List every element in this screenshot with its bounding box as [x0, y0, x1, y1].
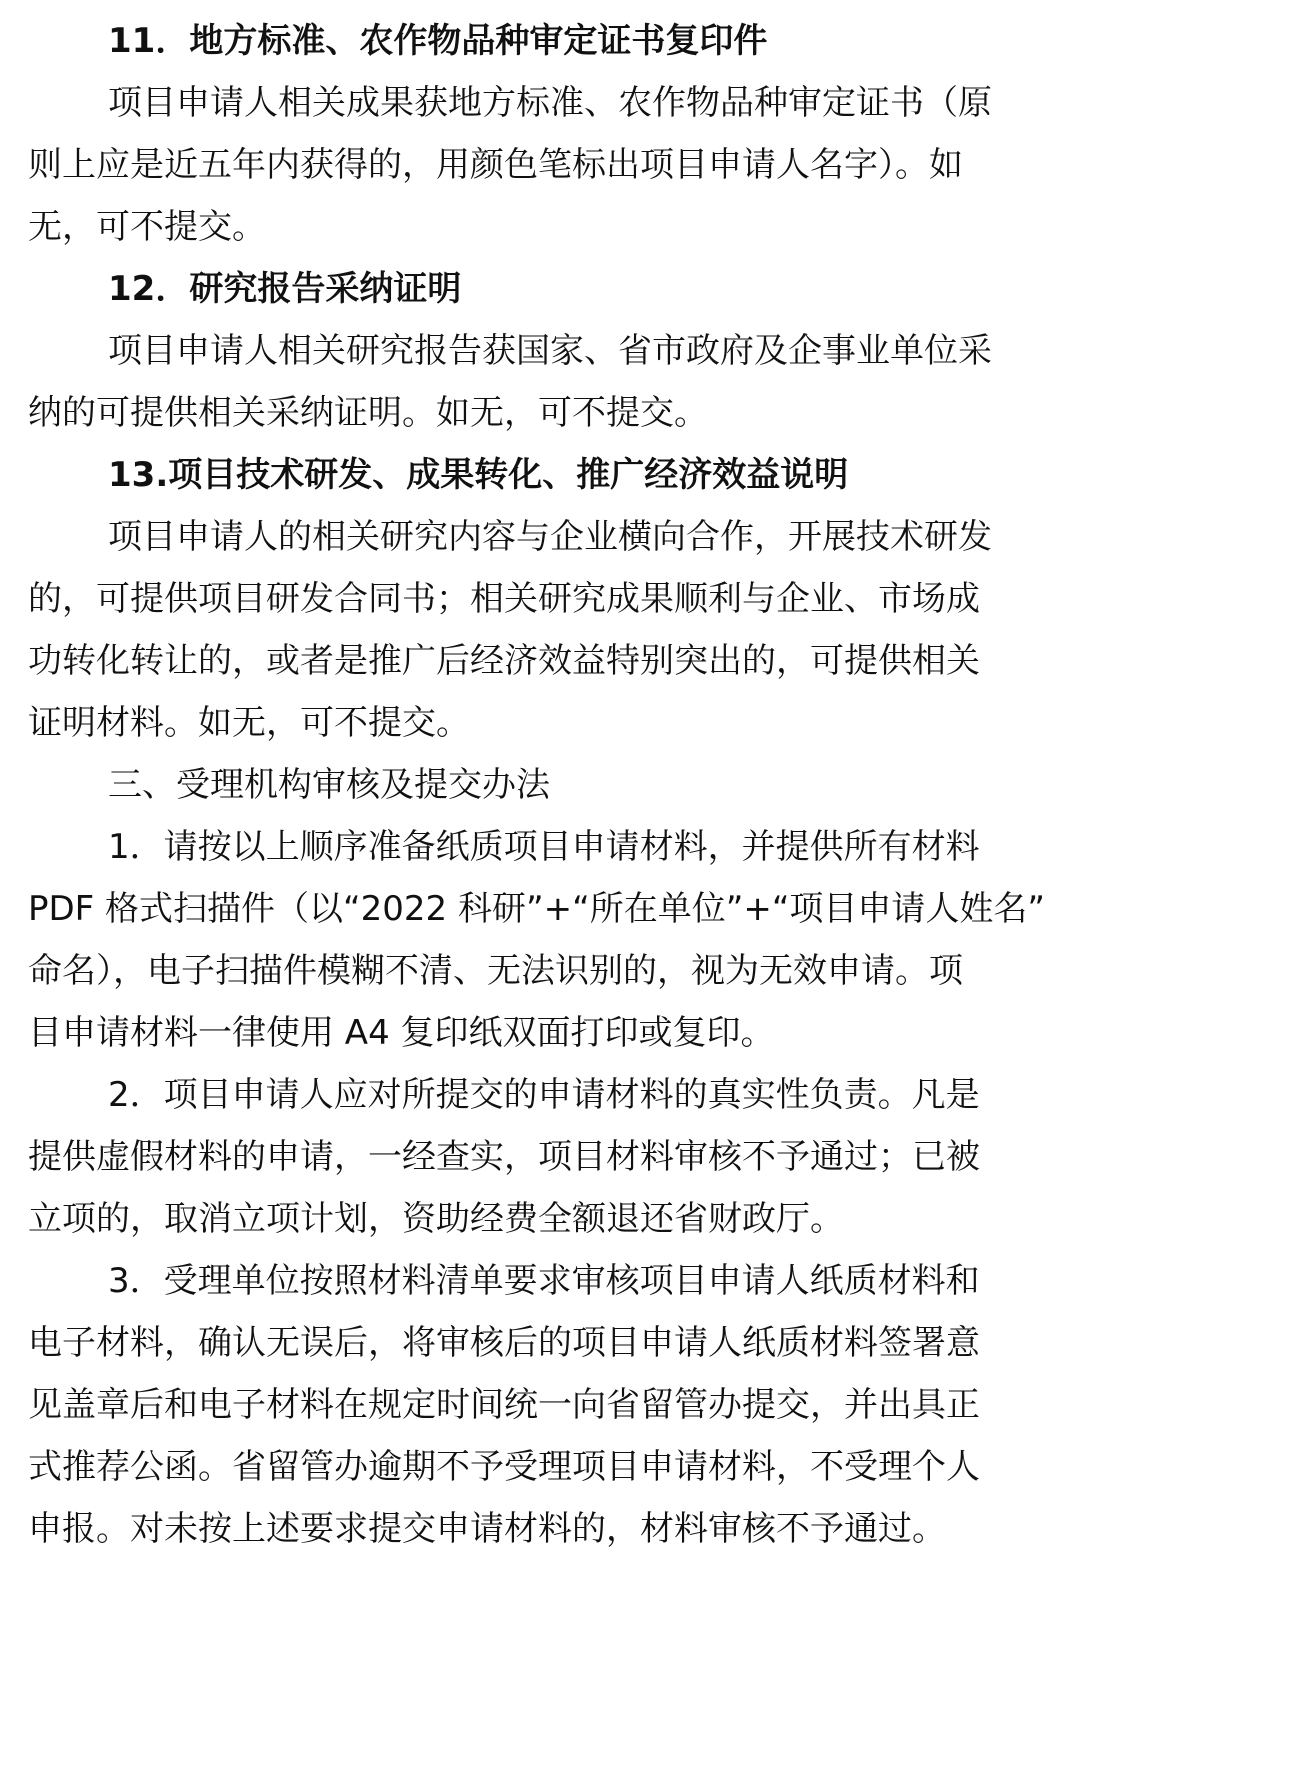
paragraph-line: 2．项目申请人应对所提交的申请材料的真实性负责。凡是: [108, 1075, 980, 1115]
paragraph-line: PDF 格式扫描件（以“2022 科研”+“所在单位”+“项目申请人姓名”: [28, 889, 1046, 929]
paragraph-line: 提供虚假材料的申请，一经查实，项目材料审核不予通过；已被: [28, 1137, 980, 1177]
paragraph-line: 无，可不提交。: [28, 207, 266, 247]
paragraph-line: 项目申请人的相关研究内容与企业横向合作，开展技术研发: [108, 517, 992, 557]
paragraph-line: 的，可提供项目研发合同书；相关研究成果顺利与企业、市场成: [28, 579, 980, 619]
paragraph-line: 项目申请人相关研究报告获国家、省市政府及企事业单位采: [108, 331, 992, 371]
paragraph-line: 式推荐公函。省留管办逾期不予受理项目申请材料，不受理个人: [28, 1447, 980, 1487]
section-heading: 12．研究报告采纳证明: [108, 269, 462, 309]
paragraph-line: 1．请按以上顺序准备纸质项目申请材料，并提供所有材料: [108, 827, 980, 867]
paragraph-line: 电子材料，确认无误后，将审核后的项目申请人纸质材料签署意: [28, 1323, 980, 1363]
document-page: [28, 10, 1122, 1560]
paragraph-line: 命名），电子扫描件模糊不清、无法识别的，视为无效申请。项: [28, 951, 963, 991]
paragraph-line: 3．受理单位按照材料清单要求审核项目申请人纸质材料和: [108, 1261, 980, 1301]
paragraph-line: 项目申请人相关成果获地方标准、农作物品种审定证书（原: [108, 83, 992, 123]
paragraph-line: 申报。对未按上述要求提交申请材料的，材料审核不予通过。: [28, 1509, 946, 1549]
paragraph-line: 立项的，取消立项计划，资助经费全额退还省财政厅。: [28, 1199, 844, 1239]
paragraph-line: 纳的可提供相关采纳证明。如无，可不提交。: [28, 393, 708, 433]
paragraph-line: 目申请材料一律使用 A4 复印纸双面打印或复印。: [28, 1013, 775, 1053]
paragraph-line: 见盖章后和电子材料在规定时间统一向省留管办提交，并出具正: [28, 1385, 980, 1425]
section-heading: 11．地方标准、农作物品种审定证书复印件: [108, 21, 768, 61]
paragraph-line: 功转化转让的，或者是推广后经济效益特别突出的，可提供相关: [28, 641, 980, 681]
paragraph-line: 三、受理机构审核及提交办法: [108, 765, 550, 805]
paragraph-line: 则上应是近五年内获得的，用颜色笔标出项目申请人名字）。如: [28, 145, 963, 185]
paragraph-line: 证明材料。如无，可不提交。: [28, 703, 470, 743]
section-heading: 13.项目技术研发、成果转化、推广经济效益说明: [108, 455, 849, 495]
